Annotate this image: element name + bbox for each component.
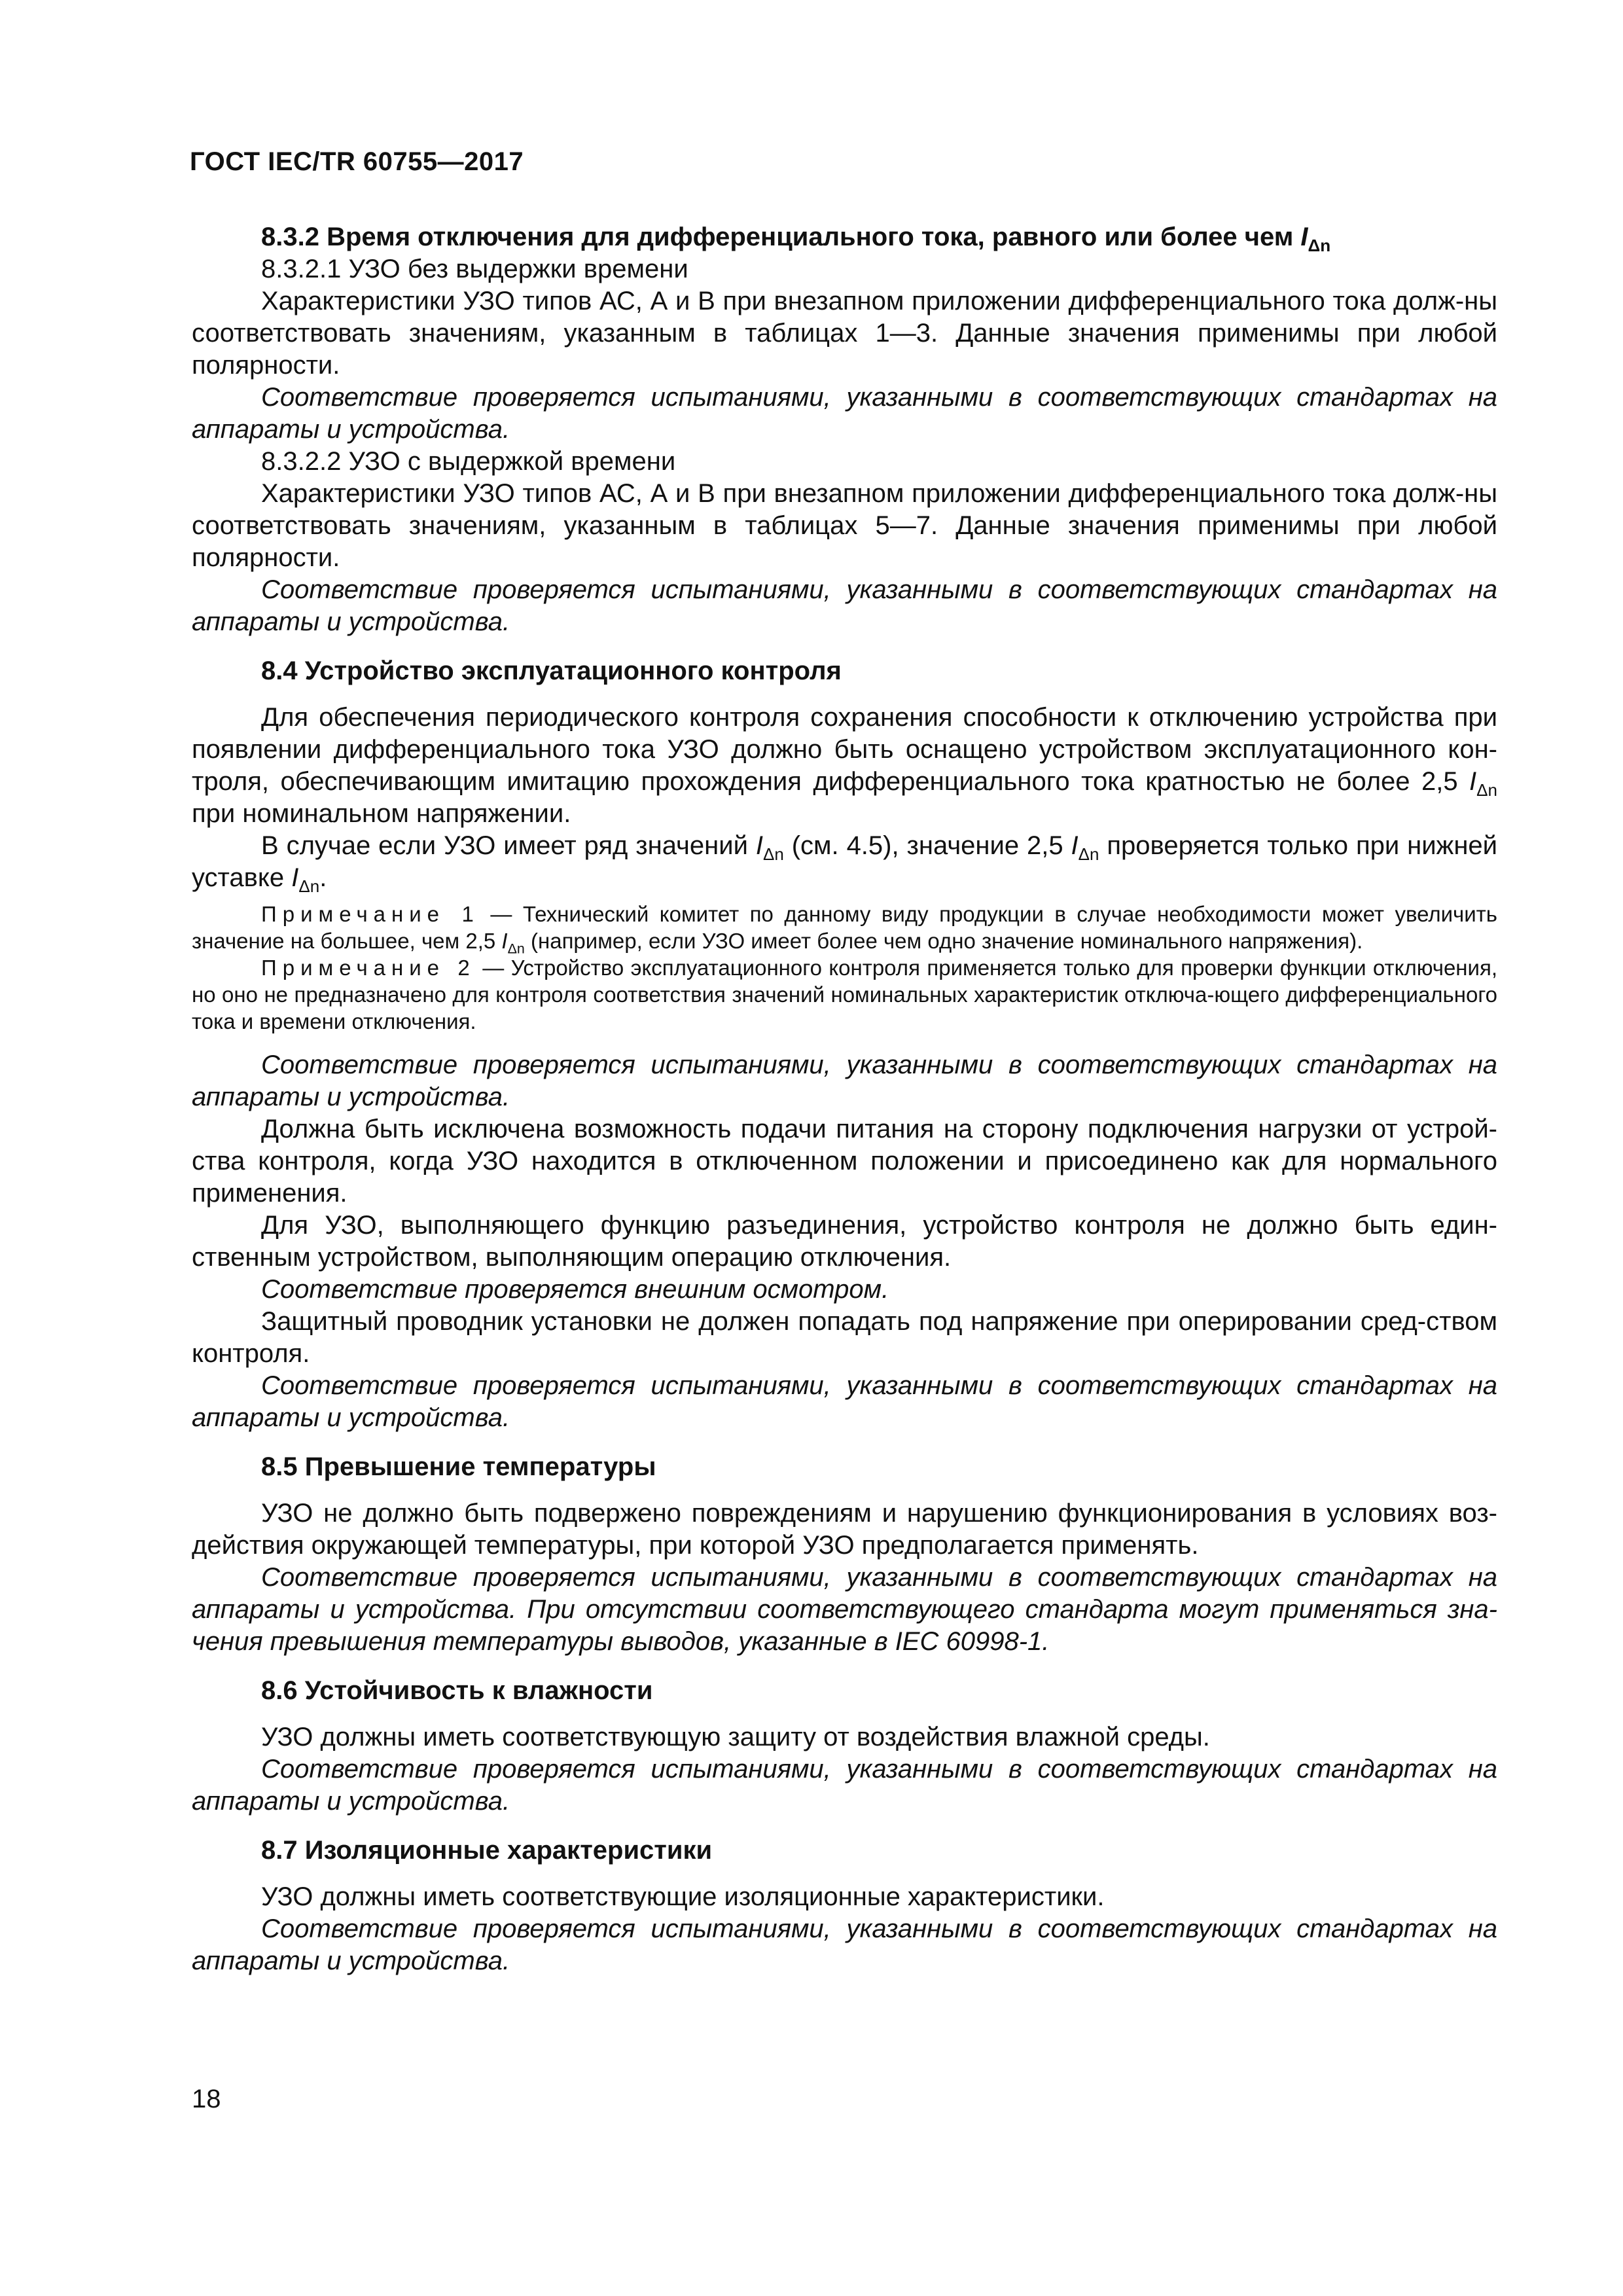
compliance-note: Соответствие проверяется испытаниями, указанными в соответствующих стандартах на аппараты и устройства. — [192, 383, 1497, 444]
note-label: Примечание 1 — [261, 902, 480, 926]
subsection-8-3-2-1-heading: 8.3.2.1 УЗО без выдержки времени — [261, 255, 688, 283]
section-8-4-heading: 8.4 Устройство эксплуатационного контроля — [261, 656, 842, 685]
compliance-note: Соответствие проверяется внешним осмотром. — [261, 1275, 889, 1304]
paragraph: УЗО должны иметь соответствующую защиту от воздействия влажной среды. — [261, 1723, 1210, 1751]
page-number: 18 — [192, 2085, 221, 2113]
paragraph: Характеристики УЗО типов АС, А и В при внезапном приложении дифференциального тока долж-ны соответствовать значениям, указанным в таблицах 5—7. Данные значения применимы при любой полярности. — [192, 479, 1497, 572]
compliance-note: Соответствие проверяется испытаниями, указанными в соответствующих стандартах на аппараты и устройства. — [192, 1050, 1497, 1111]
section-8-5-heading: 8.5 Превышение температуры — [261, 1452, 656, 1481]
paragraph: Защитный проводник установки не должен попадать под напряжение при оперировании сред-ством контроля. — [192, 1307, 1497, 1368]
note-label: Примечание 2 — [261, 956, 476, 980]
paragraph: Характеристики УЗО типов АС, А и В при внезапном приложении дифференциального тока долж-ны соответствовать значениям, указанным в таблицах 1—3. Данные значения применимы при любой полярности. — [192, 287, 1497, 380]
subsection-8-3-2-2-heading: 8.3.2.2 УЗО с выдержкой времени — [261, 447, 676, 476]
note-2: Примечание 2 — Устройство эксплуатационного контроля применяется только для проверки функции отключения, но оно не предназначено для контроля соответствия значений номинальных характеристик отключа-ющего дифференциального тока и времени отключения. — [192, 956, 1498, 1033]
compliance-note: Соответствие проверяется испытаниями, указанными в соответствующих стандартах на аппараты и устройства. — [192, 1755, 1497, 1816]
paragraph: Должна быть исключена возможность подачи питания на сторону подключения нагрузки от устрой-ства контроля, когда УЗО находится в отключенном положении и присоединено как для нормального применения. — [192, 1115, 1497, 1208]
paragraph: УЗО не должно быть подвержено повреждениям и нарушению функционирования в условиях воз-действия окружающей температуры, при которой УЗО предполагается применять. — [192, 1499, 1497, 1560]
compliance-note: Соответствие проверяется испытаниями, указанными в соответствующих стандартах на аппараты и устройства. — [192, 575, 1497, 636]
compliance-note: Соответствие проверяется испытаниями, указанными в соответствующих стандартах на аппараты и устройства. — [192, 1914, 1497, 1975]
compliance-note: Соответствие проверяется испытаниями, указанными в соответствующих стандартах на аппараты и устройства. — [192, 1371, 1497, 1432]
section-8-3-2-heading: 8.3.2 Время отключения для дифференциального тока, равного или более чем $I_{\Delta n}$ — [261, 223, 1331, 256]
section-8-7-heading: 8.7 Изоляционные характеристики — [261, 1836, 713, 1865]
paragraph: В случае если УЗО имеет ряд значений $I_{\Delta n}$ (см. 4.5), значение 2,5 $I_{\Delta n}$ проверяется только при нижней уставке $I_{\Delta n}$. — [192, 831, 1497, 897]
compliance-note: Соответствие проверяется испытаниями, указанными в соответствующих стандартах на аппараты и устройства. При отсутствии соответствующего стандарта могут применяться зна-чения превышения температуры выводов, указанные в IEC 60998-1. — [192, 1563, 1497, 1656]
paragraph: УЗО должны иметь соответствующие изоляционные характеристики. — [261, 1882, 1105, 1911]
paragraph: Для обеспечения периодического контроля сохранения способности к отключению устройства при появлении дифференциального тока УЗО должно быть оснащено устройством эксплуатационного кон-троля, обеспечивающим имитацию прохождения дифференциального тока кратностью не более 2,5 $I_{\Delta n}$ при номинальном напряжении. — [192, 703, 1497, 828]
document-body — [192, 221, 1497, 1977]
notes-block — [192, 901, 1497, 1035]
document-header: ГОСТ IEC/TR 60755—2017 — [190, 147, 524, 176]
note-1: Примечание 1 — Технический комитет по данному виду продукции в случае необходимости может увеличить значение на большее, чем 2,5 $I_{\Delta n}$ (например, если УЗО имеет более чем одно значение номинального напряжения). — [192, 902, 1497, 957]
section-8-6-heading: 8.6 Устойчивость к влажности — [261, 1676, 653, 1705]
paragraph: Для УЗО, выполняющего функцию разъединения, устройство контроля не должно быть един-ственным устройством, выполняющим операцию отключения. — [192, 1211, 1497, 1272]
